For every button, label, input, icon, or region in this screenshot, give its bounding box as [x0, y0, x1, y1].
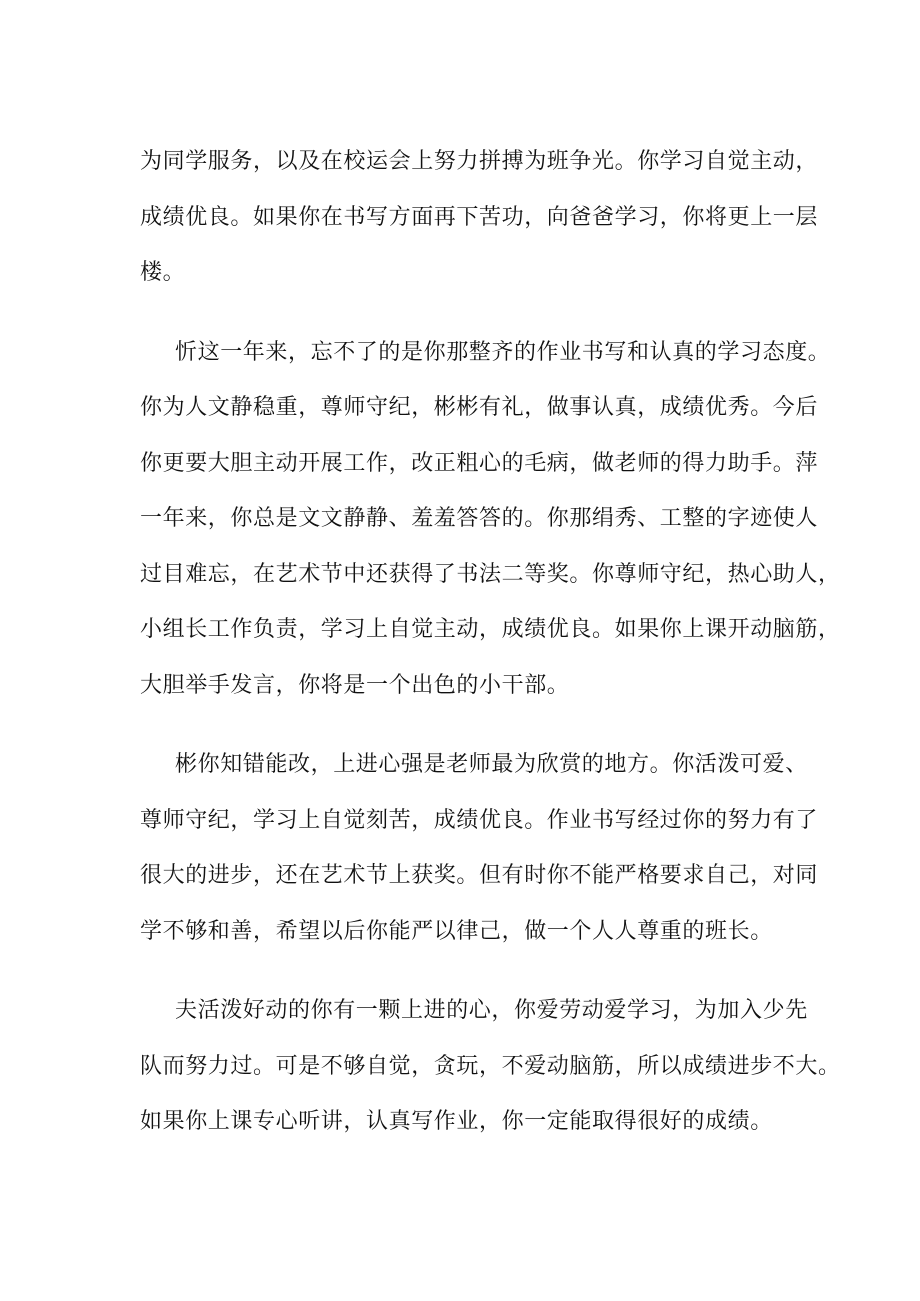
text-line: 队而努力过。可是不够自觉，贪玩，不爱动脑筋，所以成绩进步不大。 — [140, 1053, 841, 1079]
text-line: 楼。 — [140, 260, 186, 285]
document-page — [140, 134, 840, 1174]
text-line: 很大的进步，还在艺术节上获奖。但有时你不能严格要求自己，对同 — [140, 863, 819, 888]
text-line: 成绩优良。如果你在书写方面再下苦功，向爸爸学习，你将更上一层 — [140, 204, 819, 230]
text-line: 学不够和善，希望以后你能严以律己，做一个人人尊重的班长。 — [140, 918, 773, 944]
text-line: 你更要大胆主动开展工作，改正粗心的毛病，做老师的得力助手。萍 — [140, 450, 819, 476]
text-line: 忻这一年来，忘不了的是你那整齐的作业书写和认真的学习态度。 — [175, 339, 831, 365]
text-line: 彬你知错能改，上进心强是老师最为欣赏的地方。你活泼可爱、 — [175, 752, 808, 777]
paragraph-3 — [140, 737, 840, 959]
text-line: 过目难忘，在艺术节中还获得了书法二等奖。你尊师守纪，热心助人， — [140, 561, 841, 587]
text-line: 小组长工作负责，学习上自觉主动，成绩优良。如果你上课开动脑筋， — [140, 617, 841, 642]
text-line: 为同学服务，以及在校运会上努力拼搏为班争光。你学习自觉主动， — [140, 149, 819, 174]
text-line: 如果你上课专心听讲，认真写作业，你一定能取得很好的成绩。 — [140, 1109, 773, 1134]
text-line: 一年来，你总是文文静静、羞羞答答的。你那绢秀、工整的字迹使人 — [140, 506, 819, 531]
paragraph-4 — [140, 983, 840, 1150]
text-line: 尊师守纪，学习上自觉刻苦，成绩优良。作业书写经过你的努力有了 — [140, 807, 819, 833]
text-line: 你为人文静稳重，尊师守纪，彬彬有礼，做事认真，成绩优秀。今后 — [140, 395, 819, 420]
text-line: 大胆举手发言，你将是一个出色的小干部。 — [140, 672, 570, 698]
paragraph-1 — [140, 134, 840, 301]
paragraph-2 — [140, 325, 840, 714]
text-line: 夫活泼好动的你有一颗上进的心，你爱劳动爱学习，为加入少先 — [175, 998, 808, 1023]
